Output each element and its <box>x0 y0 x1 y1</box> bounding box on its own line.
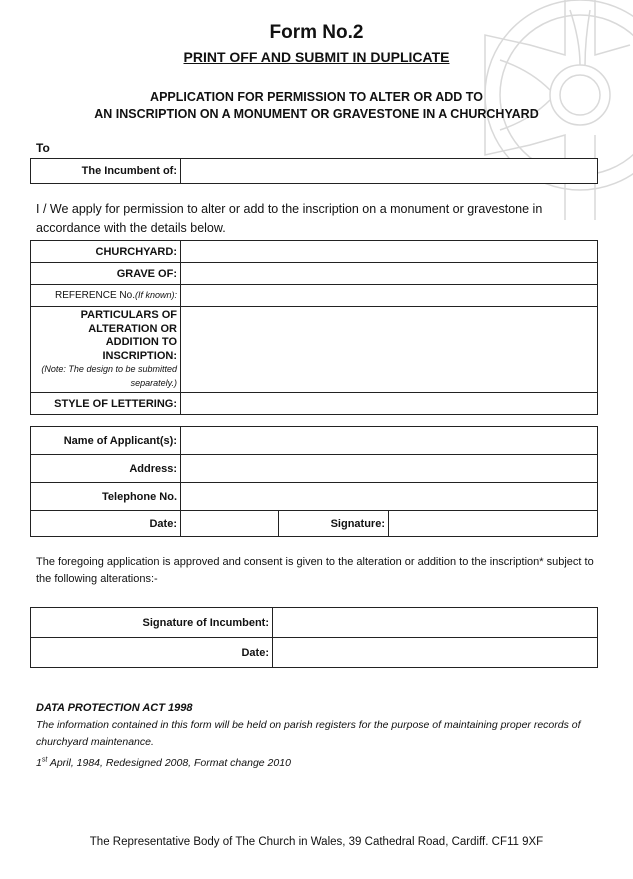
incumbent-field[interactable] <box>181 159 598 184</box>
incumbent-date-label: Date: <box>31 638 273 668</box>
churchyard-field[interactable] <box>181 241 598 263</box>
telephone-field[interactable] <box>181 483 598 511</box>
details-table <box>30 240 598 415</box>
churchyard-label: CHURCHYARD: <box>31 241 181 263</box>
form-title: Form No.2 <box>269 22 364 43</box>
applicant-table <box>30 426 598 537</box>
incumbent-table <box>30 158 598 184</box>
grave-of-label: GRAVE OF: <box>31 263 181 285</box>
grave-of-field[interactable] <box>181 263 598 285</box>
telephone-label: Telephone No. <box>31 483 181 511</box>
address-label: Address: <box>31 455 181 483</box>
applicant-name-label: Name of Applicant(s): <box>31 427 181 455</box>
reference-field[interactable] <box>181 285 598 307</box>
particulars-field[interactable] <box>181 307 598 393</box>
applicant-signature-label: Signature: <box>279 511 389 537</box>
application-heading-line1: APPLICATION FOR PERMISSION TO ALTER OR ADD TO <box>150 90 483 104</box>
data-protection-section <box>36 700 606 772</box>
particulars-label: PARTICULARS OF ALTERATION OR ADDITION TO INSCRIPTION: (Note: The design to be submitted separately.) <box>31 307 181 393</box>
incumbent-label: The Incumbent of: <box>31 159 181 184</box>
applicant-date-field[interactable] <box>181 511 279 537</box>
style-of-lettering-label: STYLE OF LETTERING: <box>31 393 181 415</box>
to-label: To <box>36 141 50 155</box>
style-of-lettering-field[interactable] <box>181 393 598 415</box>
applicant-date-label: Date: <box>31 511 181 537</box>
data-protection-title: DATA PROTECTION ACT 1998 <box>36 702 193 714</box>
address-field[interactable] <box>181 455 598 483</box>
data-protection-dates: 1st April, 1984, Redesigned 2008, Format change 2010 <box>36 756 291 769</box>
approval-text: The foregoing application is approved and consent is given to the alteration or addition to the inscription* subject to the following alterations:- <box>36 556 594 585</box>
incumbent-signature-field[interactable] <box>273 608 598 638</box>
data-protection-body: The information contained in this form will be held on parish registers for the purpose of maintaining proper records of churchyard maintenance. <box>36 719 581 748</box>
intro-text: I / We apply for permission to alter or add to the inscription on a monument or gravestone in accordance with the details below. <box>36 202 543 235</box>
reference-label: REFERENCE No.(If known): <box>31 285 181 307</box>
subtitle: PRINT OFF AND SUBMIT IN DUPLICATE <box>183 49 450 65</box>
footer-address: The Representative Body of The Church in Wales, 39 Cathedral Road, Cardiff. CF11 9XF <box>89 836 544 848</box>
applicant-signature-field[interactable] <box>389 511 598 537</box>
incumbent-signature-label: Signature of Incumbent: <box>31 608 273 638</box>
incumbent-approval-table <box>30 607 598 668</box>
incumbent-date-field[interactable] <box>273 638 598 668</box>
application-heading-line2: AN INSCRIPTION ON A MONUMENT OR GRAVESTONE IN A CHURCHYARD <box>94 107 539 121</box>
applicant-name-field[interactable] <box>181 427 598 455</box>
